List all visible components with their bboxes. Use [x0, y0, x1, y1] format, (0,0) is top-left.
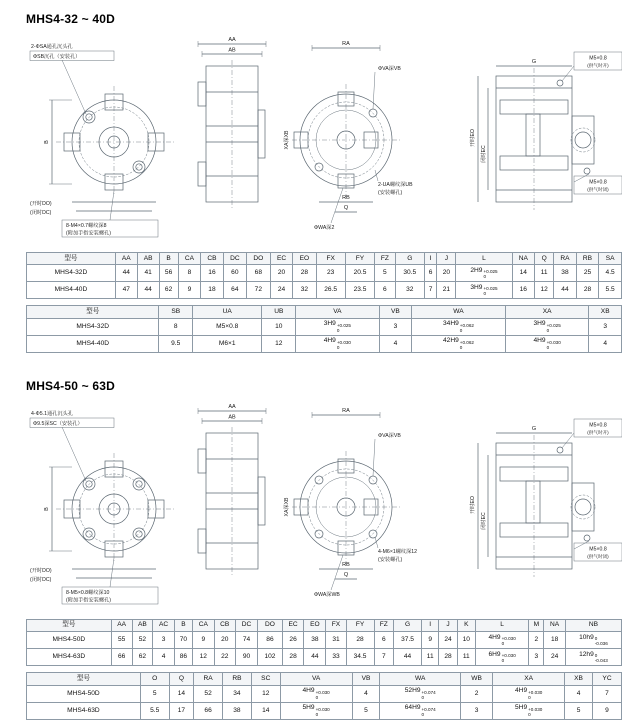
- column-header: 型号: [27, 253, 116, 265]
- xa-groove-note: XA深XB: [284, 497, 290, 517]
- value-cell: 9: [193, 632, 214, 649]
- column-header: FZ: [375, 253, 395, 265]
- value-cell: 8: [178, 265, 201, 282]
- column-header: XB: [589, 306, 622, 318]
- value-cell: 17: [169, 702, 194, 719]
- value-cell: 4H9 +0.030 0: [296, 335, 380, 352]
- value-cell: 10: [457, 632, 475, 649]
- value-cell: 68: [246, 265, 270, 282]
- value-cell: 66: [194, 702, 223, 719]
- finger-thread-note: 8-M4×0.7螺纹深8: [66, 223, 107, 229]
- value-cell: 12: [262, 335, 296, 352]
- column-header: SC: [251, 673, 280, 685]
- column-header: AA: [111, 619, 132, 631]
- eo-dim-note: 开时EO: [470, 496, 476, 514]
- value-cell: 5.5: [599, 282, 622, 299]
- column-header: NA: [544, 619, 565, 631]
- value-cell: 60: [223, 265, 246, 282]
- dim-g: G: [531, 425, 537, 432]
- column-header: G: [395, 253, 424, 265]
- model-cell: MHS4-50D: [27, 632, 112, 649]
- column-header: XA: [493, 673, 565, 685]
- column-header: L: [475, 619, 528, 631]
- value-cell: 10h9 0 -0.036: [565, 632, 621, 649]
- close-dim-note: (闭时DC): [30, 576, 52, 583]
- value-cell: 56: [159, 265, 178, 282]
- value-cell: 6: [374, 632, 394, 649]
- port-close-label: M5×0.8: [589, 546, 607, 553]
- table-row: [27, 282, 622, 299]
- value-cell: 5.5: [140, 702, 169, 719]
- value-cell: 34: [223, 685, 252, 702]
- value-cell: 12: [193, 649, 214, 666]
- value-cell: 62: [159, 282, 178, 299]
- value-cell: 4: [379, 335, 412, 352]
- port-close-sublabel: (供气时闭): [587, 553, 609, 559]
- mount-thread-note2: (安装螺孔): [378, 556, 403, 563]
- value-cell: M6×1: [193, 335, 262, 352]
- column-header: XB: [565, 673, 593, 685]
- value-cell: 33: [326, 649, 346, 666]
- column-header: M: [529, 619, 544, 631]
- column-header: EO: [293, 253, 316, 265]
- value-cell: 28: [576, 282, 599, 299]
- column-header: DO: [258, 619, 283, 631]
- value-cell: 86: [174, 649, 192, 666]
- column-header: AB: [137, 253, 159, 265]
- value-cell: 28: [346, 632, 374, 649]
- table-row: [27, 632, 622, 649]
- port-open-label: M5×0.8: [589, 55, 607, 62]
- value-cell: 12h9 0 -0.043: [565, 649, 621, 666]
- column-header: CB: [214, 619, 235, 631]
- column-header: CA: [178, 253, 201, 265]
- eo-dim-note: 开时EO: [470, 129, 476, 147]
- model-cell: MHS4-63D: [27, 702, 141, 719]
- value-cell: 72: [246, 282, 270, 299]
- value-cell: 20: [214, 632, 235, 649]
- column-header: RB: [576, 253, 599, 265]
- table-row: [27, 265, 622, 282]
- value-cell: 37.5: [394, 632, 422, 649]
- value-cell: 14: [512, 265, 535, 282]
- side-view: [198, 404, 266, 577]
- value-cell: 102: [258, 649, 283, 666]
- mount-thread-note: 4-M6×1螺纹深12: [378, 548, 418, 555]
- mount-thread-note2: (安装螺孔): [378, 190, 403, 196]
- value-cell: 2: [460, 685, 492, 702]
- value-cell: 34.5: [346, 649, 374, 666]
- value-cell: 3: [529, 649, 544, 666]
- value-cell: 64: [223, 282, 246, 299]
- value-cell: 16: [201, 265, 224, 282]
- column-header: AB: [132, 619, 153, 631]
- value-cell: 5: [140, 685, 169, 702]
- value-cell: 4: [589, 335, 622, 352]
- value-cell: 3: [589, 318, 622, 335]
- value-cell: 86: [258, 632, 283, 649]
- column-header: 型号: [27, 619, 112, 631]
- xa-groove-note: XA深XB: [284, 130, 290, 150]
- model-cell: MHS4-63D: [27, 649, 112, 666]
- value-cell: 14: [169, 685, 194, 702]
- table-row: [27, 335, 622, 352]
- value-cell: 30.5: [395, 265, 424, 282]
- model-cell: MHS4-40D: [27, 335, 159, 352]
- column-header: WA: [380, 673, 460, 685]
- finger-thread-note2: (附加手指安装螺孔): [66, 597, 111, 604]
- value-cell: 5H9 +0.030 0: [493, 702, 565, 719]
- value-cell: 24: [439, 632, 457, 649]
- section-view: [468, 52, 622, 210]
- dim-ab: AB: [228, 414, 236, 421]
- model-cell: MHS4-50D: [27, 685, 141, 702]
- column-header: WB: [460, 673, 492, 685]
- through-hole-note: 2-ΦSA通孔沉头孔: [31, 44, 73, 50]
- dim-b: B: [44, 140, 50, 144]
- column-header: FZ: [374, 619, 394, 631]
- value-cell: 9: [593, 702, 622, 719]
- value-cell: 6: [375, 282, 395, 299]
- dimension-table-50-63-main: [26, 619, 622, 666]
- counterbore-note: ΦSB沉孔（安装孔）: [33, 54, 81, 60]
- value-cell: 23.5: [345, 282, 374, 299]
- value-cell: 52: [132, 632, 153, 649]
- column-header: EO: [304, 619, 326, 631]
- table-row: [27, 702, 622, 719]
- value-cell: 44: [554, 282, 577, 299]
- open-dim-note: (开时DO): [30, 567, 52, 574]
- section1-title: MHS4-32 ~ 40D: [26, 12, 115, 26]
- column-header: 型号: [27, 306, 159, 318]
- column-header: DC: [223, 253, 246, 265]
- value-cell: 23: [316, 265, 345, 282]
- value-cell: 5: [565, 702, 593, 719]
- value-cell: 31: [326, 632, 346, 649]
- value-cell: 21: [437, 282, 456, 299]
- value-cell: 6: [424, 265, 436, 282]
- value-cell: 38: [554, 265, 577, 282]
- value-cell: 38: [223, 702, 252, 719]
- value-cell: 44: [115, 265, 137, 282]
- dim-g: G: [531, 59, 537, 65]
- column-header: B: [174, 619, 192, 631]
- value-cell: 90: [236, 649, 258, 666]
- value-cell: 4H9 +0.030 0: [280, 685, 352, 702]
- value-cell: 38: [304, 632, 326, 649]
- value-cell: 20.5: [345, 265, 374, 282]
- ec-dim-note: 闭时EC: [481, 145, 487, 163]
- value-cell: 4: [153, 649, 174, 666]
- column-header: J: [437, 253, 456, 265]
- column-header: NB: [565, 619, 621, 631]
- drawing-set-mhs4-50-63: [26, 397, 622, 607]
- dim-ab: AB: [228, 47, 236, 54]
- wa-bore-note: ΦWA深WB: [314, 591, 340, 598]
- value-cell: 3H9 +0.025 0: [296, 318, 380, 335]
- dimension-table-32-40-extra: [26, 305, 622, 352]
- port-open-label: M5×0.8: [589, 422, 607, 429]
- mount-thread-note: 2-UA螺纹深UB: [378, 182, 413, 188]
- column-header: FX: [326, 619, 346, 631]
- value-cell: 7: [424, 282, 436, 299]
- column-header: DC: [236, 619, 258, 631]
- value-cell: 8: [159, 318, 193, 335]
- value-cell: 18: [201, 282, 224, 299]
- value-cell: 11: [422, 649, 439, 666]
- ec-dim-note: 闭时EC: [481, 512, 487, 530]
- front-view: [30, 42, 176, 237]
- value-cell: 32: [293, 282, 316, 299]
- column-header: VB: [352, 673, 380, 685]
- value-cell: 11: [535, 265, 554, 282]
- value-cell: 52: [194, 685, 223, 702]
- value-cell: 3: [379, 318, 412, 335]
- value-cell: 3H9 +0.025 0: [456, 282, 512, 299]
- value-cell: 3: [153, 632, 174, 649]
- dim-ra: RA: [342, 407, 350, 414]
- column-header: Q: [169, 673, 194, 685]
- column-header: 型号: [27, 673, 141, 685]
- column-header: YC: [593, 673, 622, 685]
- value-cell: 7: [374, 649, 394, 666]
- value-cell: 52H9 +0.074 0: [380, 685, 460, 702]
- dimension-table-32-40-main: [26, 252, 622, 299]
- wa-bore-note: ΦWA深2: [314, 225, 335, 231]
- port-open-sublabel: (供气时开): [587, 63, 609, 68]
- column-header: EC: [270, 253, 293, 265]
- value-cell: 41: [137, 265, 159, 282]
- value-cell: 4: [565, 685, 593, 702]
- dim-aa: AA: [228, 403, 236, 410]
- value-cell: 66: [111, 649, 132, 666]
- column-header: AC: [153, 619, 174, 631]
- port-close-label: M5×0.8: [589, 179, 607, 186]
- through-hole-note: 4-Φ5.1通孔沉头孔: [31, 410, 73, 417]
- dim-q: Q: [343, 205, 349, 211]
- column-header: UA: [193, 306, 262, 318]
- section2-title: MHS4-50 ~ 63D: [26, 378, 115, 393]
- value-cell: 16: [512, 282, 535, 299]
- column-header: NA: [512, 253, 535, 265]
- value-cell: 6H9 +0.030 0: [475, 649, 528, 666]
- value-cell: 11: [457, 649, 475, 666]
- value-cell: 5: [375, 265, 395, 282]
- column-header: FX: [316, 253, 345, 265]
- value-cell: 12: [535, 282, 554, 299]
- value-cell: 34H9 +0.062 0: [412, 318, 506, 335]
- column-header: EC: [282, 619, 303, 631]
- value-cell: 44: [394, 649, 422, 666]
- value-cell: 42H9 +0.062 0: [412, 335, 506, 352]
- value-cell: 25: [576, 265, 599, 282]
- table-row: [27, 649, 622, 666]
- column-header: CA: [193, 619, 214, 631]
- value-cell: 26: [282, 632, 303, 649]
- column-header: J: [439, 619, 457, 631]
- model-cell: MHS4-40D: [27, 282, 116, 299]
- model-cell: MHS4-32D: [27, 318, 159, 335]
- column-header: VA: [280, 673, 352, 685]
- value-cell: 3: [460, 702, 492, 719]
- value-cell: 55: [111, 632, 132, 649]
- value-cell: 4H9 +0.030 0: [493, 685, 565, 702]
- column-header: CB: [201, 253, 224, 265]
- va-hole-note: ΦVA深VB: [378, 66, 401, 72]
- table-row: [27, 685, 622, 702]
- value-cell: 28: [282, 649, 303, 666]
- value-cell: 44: [137, 282, 159, 299]
- dim-q: Q: [343, 571, 349, 578]
- value-cell: 24: [270, 282, 293, 299]
- column-header: RA: [194, 673, 223, 685]
- column-header: B: [159, 253, 178, 265]
- value-cell: 14: [251, 702, 280, 719]
- dim-rb: RB: [342, 561, 350, 568]
- counterbore-note: Φ9.5深SC（安装孔）: [33, 420, 83, 427]
- value-cell: 18: [544, 632, 565, 649]
- column-header: Q: [535, 253, 554, 265]
- value-cell: 44: [304, 649, 326, 666]
- column-header: RB: [223, 673, 252, 685]
- column-header: AA: [115, 253, 137, 265]
- close-dim-note: (闭时DC): [30, 210, 52, 216]
- column-header: I: [422, 619, 439, 631]
- column-header: SA: [599, 253, 622, 265]
- value-cell: 28: [439, 649, 457, 666]
- section-view: [468, 419, 622, 577]
- column-header: VA: [296, 306, 380, 318]
- front-view: [30, 409, 176, 604]
- value-cell: 62: [132, 649, 153, 666]
- side-view: [198, 37, 266, 210]
- column-header: UB: [262, 306, 296, 318]
- dimension-table-50-63-extra: [26, 672, 622, 719]
- rear-view: [282, 41, 413, 231]
- value-cell: 2: [529, 632, 544, 649]
- port-open-sublabel: (供气时开): [587, 429, 609, 435]
- column-header: XA: [505, 306, 589, 318]
- value-cell: 20: [270, 265, 293, 282]
- column-header: G: [394, 619, 422, 631]
- value-cell: 10: [262, 318, 296, 335]
- dim-rb: RB: [342, 195, 350, 201]
- value-cell: 47: [115, 282, 137, 299]
- va-hole-note: ΦVA深VB: [378, 432, 401, 439]
- value-cell: 5H9 +0.030 0: [280, 702, 352, 719]
- column-header: SB: [159, 306, 193, 318]
- value-cell: 9.5: [159, 335, 193, 352]
- value-cell: 20: [437, 265, 456, 282]
- column-header: O: [140, 673, 169, 685]
- value-cell: 4H9 +0.030 0: [505, 335, 589, 352]
- drawing-set-mhs4-32-40: [26, 30, 622, 240]
- value-cell: 5: [352, 702, 380, 719]
- value-cell: 4.5: [599, 265, 622, 282]
- rear-view: [282, 408, 417, 598]
- value-cell: 4: [352, 685, 380, 702]
- value-cell: 70: [174, 632, 192, 649]
- column-header: VB: [379, 306, 412, 318]
- column-header: FY: [346, 619, 374, 631]
- model-cell: MHS4-32D: [27, 265, 116, 282]
- port-close-sublabel: (供气时闭): [587, 187, 609, 192]
- value-cell: 22: [214, 649, 235, 666]
- value-cell: 9: [178, 282, 201, 299]
- value-cell: 7: [593, 685, 622, 702]
- value-cell: 2H9 +0.025 0: [456, 265, 512, 282]
- value-cell: 74: [236, 632, 258, 649]
- value-cell: 28: [293, 265, 316, 282]
- value-cell: M5×0.8: [193, 318, 262, 335]
- value-cell: 26.5: [316, 282, 345, 299]
- value-cell: 3H9 +0.025 0: [505, 318, 589, 335]
- column-header: K: [457, 619, 475, 631]
- column-header: L: [456, 253, 512, 265]
- column-header: I: [424, 253, 436, 265]
- value-cell: 9: [422, 632, 439, 649]
- column-header: RA: [554, 253, 577, 265]
- value-cell: 4H9 +0.030 0: [475, 632, 528, 649]
- dim-aa: AA: [228, 37, 236, 43]
- column-header: DO: [246, 253, 270, 265]
- dim-b: B: [44, 507, 50, 511]
- value-cell: 32: [395, 282, 424, 299]
- value-cell: 12: [251, 685, 280, 702]
- column-header: WA: [412, 306, 506, 318]
- dim-ra: RA: [342, 41, 350, 47]
- value-cell: 64H9 +0.074 0: [380, 702, 460, 719]
- column-header: FY: [345, 253, 374, 265]
- finger-thread-note: 8-M5×0.8螺纹深10: [66, 589, 110, 596]
- finger-thread-note2: (附加手指安装螺孔): [66, 230, 111, 237]
- open-dim-note: (开时DO): [30, 201, 52, 207]
- value-cell: 24: [544, 649, 565, 666]
- table-row: [27, 318, 622, 335]
